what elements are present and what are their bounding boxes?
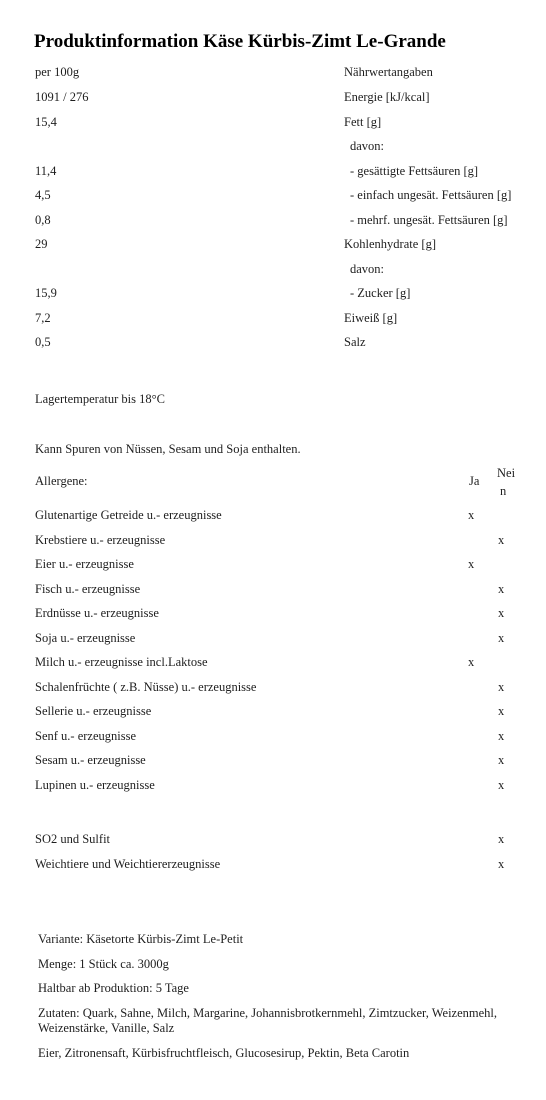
ingredients-line-3: Eier, Zitronensaft, Kürbisfruchtfleisch, Glucosesirup, Pektin, Beta Carotin: [38, 1046, 410, 1060]
allergen-no-mark: x: [498, 630, 505, 645]
amount-text: Menge: 1 Stück ca. 3000g: [38, 957, 169, 971]
nutrition-header-label: Nährwertangaben: [344, 65, 433, 79]
allergen-name: Fisch u.- erzeugnisse: [35, 581, 141, 596]
nutrition-value: 0,5: [35, 335, 51, 349]
allergen-no-mark: x: [498, 704, 505, 718]
nutrition-value: 11,4: [35, 163, 57, 178]
allergen-name: SO2 und Sulfit: [35, 832, 111, 846]
allergen-name: Eier u.- erzeugnisse: [35, 557, 134, 571]
variant-text: Variante: Käsetorte Kürbis-Zimt Le-Petit: [38, 932, 244, 946]
ingredients-line-1: Zutaten: Quark, Sahne, Milch, Margarine, Johannisbrotkernmehl, Zimtzucker, Weizenmehl,: [38, 1006, 498, 1020]
shelf-life-text: Haltbar ab Produktion: 5 Tage: [38, 981, 189, 995]
allergens-col-yes: Ja: [469, 474, 480, 488]
nutrition-label: Kohlenhydrate [g]: [344, 237, 436, 251]
nutrition-label: - Zucker [g]: [350, 286, 411, 300]
nutrition-label: davon:: [350, 139, 385, 153]
allergens-col-no-line1: Nei: [497, 466, 516, 480]
allergen-name: Krebstiere u.- erzeugnisse: [35, 532, 166, 547]
allergen-name: Sellerie u.- erzeugnisse: [35, 704, 152, 718]
nutrition-value: 15,4: [35, 114, 57, 129]
nutrition-value: 29: [35, 237, 48, 251]
nutrition-label: Salz: [344, 335, 366, 349]
nutrition-label: Fett [g]: [344, 114, 382, 129]
nutrition-label: - mehrf. ungesät. Fettsäuren [g]: [350, 212, 508, 227]
nutrition-value: 1091 / 276: [35, 90, 89, 104]
allergen-name: Erdnüsse u.- erzeugnisse: [35, 606, 159, 620]
allergens-header: Allergene:: [35, 474, 88, 488]
allergen-name: Senf u.- erzeugnisse: [35, 728, 137, 743]
allergen-name: Weichtiere und Weichtiererzeugnisse: [35, 856, 221, 871]
allergen-name: Schalenfrüchte ( z.B. Nüsse) u.- erzeugnisse: [35, 679, 257, 694]
allergen-name: Soja u.- erzeugnisse: [35, 630, 136, 645]
nutrition-label: davon:: [350, 261, 385, 276]
allergen-no-mark: x: [498, 777, 505, 792]
nutrition-value: 15,9: [35, 286, 57, 300]
traces-notice: Kann Spuren von Nüssen, Sesam und Soja enthalten.: [35, 442, 301, 456]
nutrition-value: 7,2: [35, 310, 51, 325]
allergen-no-mark: x: [498, 856, 505, 871]
allergen-no-mark: x: [498, 679, 505, 694]
allergen-name: Lupinen u.- erzeugnisse: [35, 777, 155, 792]
storage-temperature: Lagertemperatur bis 18°C: [35, 392, 165, 406]
page-title: Produktinformation Käse Kürbis-Zimt Le-Grande: [34, 31, 446, 52]
nutrition-value: 4,5: [35, 188, 51, 202]
nutrition-header-per-100g: per 100g: [35, 65, 80, 79]
nutrition-label: Eiweiß [g]: [344, 310, 398, 325]
nutrition-label: Energie [kJ/kcal]: [344, 90, 430, 104]
allergen-yes-mark: x: [468, 508, 475, 522]
nutrition-label: - einfach ungesät. Fettsäuren [g]: [350, 188, 512, 202]
allergen-no-mark: x: [498, 606, 505, 620]
allergen-name: Glutenartige Getreide u.- erzeugnisse: [35, 508, 222, 522]
nutrition-label: - gesättigte Fettsäuren [g]: [350, 163, 479, 178]
allergen-no-mark: x: [498, 832, 505, 846]
allergen-name: Milch u.- erzeugnisse incl.Laktose: [35, 655, 208, 669]
allergen-yes-mark: x: [468, 655, 475, 669]
allergen-no-mark: x: [498, 728, 505, 743]
ingredients-line-2: Weizenstärke, Vanille, Salz: [38, 1021, 175, 1035]
allergen-no-mark: x: [498, 581, 505, 596]
allergen-yes-mark: x: [468, 557, 475, 571]
allergens-col-no-line2: n: [500, 484, 507, 498]
allergen-name: Sesam u.- erzeugnisse: [35, 753, 146, 767]
allergen-no-mark: x: [498, 753, 505, 767]
nutrition-value: 0,8: [35, 212, 51, 227]
allergen-no-mark: x: [498, 532, 505, 547]
